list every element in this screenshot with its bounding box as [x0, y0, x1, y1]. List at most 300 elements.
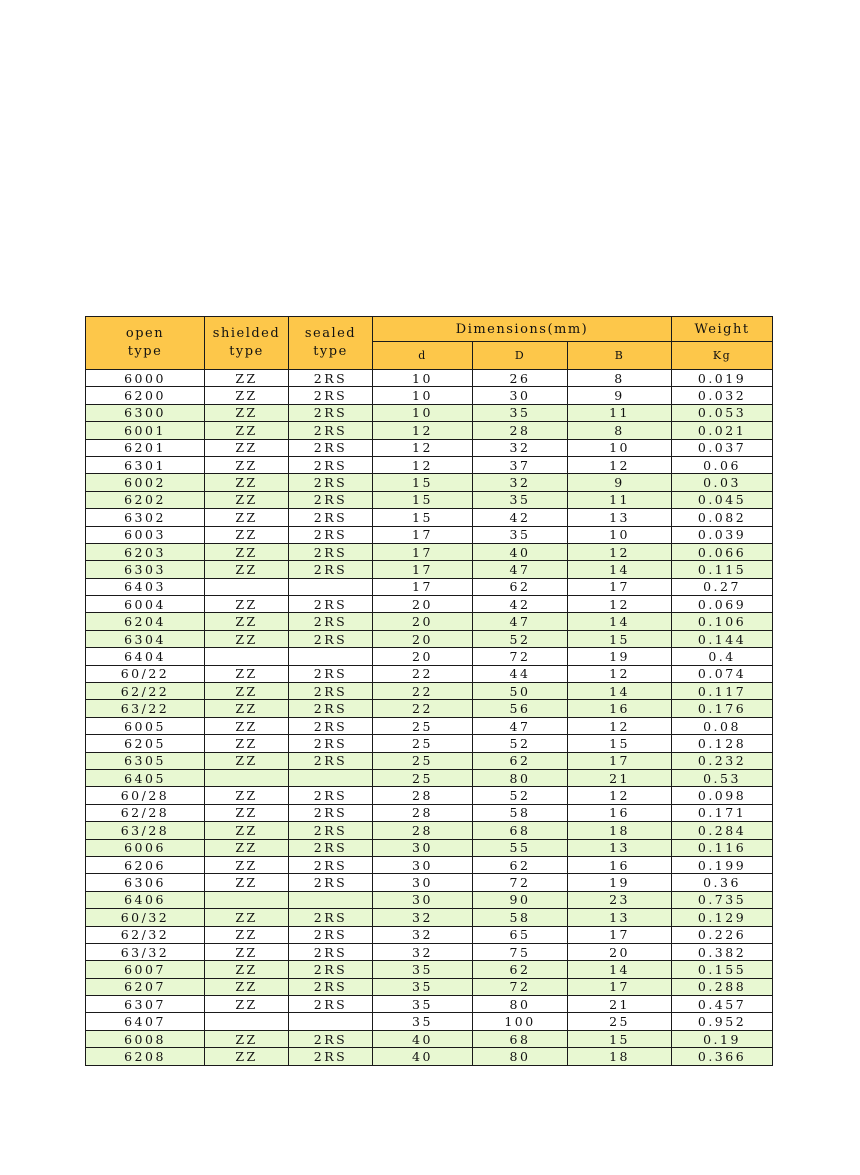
cell-outer-D: 50 — [473, 683, 568, 700]
cell-open-type: 62/28 — [86, 804, 205, 821]
cell-sealed-type: 2RS — [289, 822, 373, 839]
cell-shielded-type: ZZ — [205, 752, 289, 769]
cell-bore-d: 17 — [373, 526, 473, 543]
cell-width-B: 12 — [568, 787, 672, 804]
cell-outer-D: 47 — [473, 613, 568, 630]
table-row — [86, 683, 773, 700]
cell-sealed-type: 2RS — [289, 474, 373, 491]
cell-open-type: 6205 — [86, 735, 205, 752]
cell-weight: 0.066 — [672, 543, 773, 560]
header-shielded-line1: shielded — [212, 326, 281, 341]
table-row — [86, 404, 773, 421]
cell-outer-D: 35 — [473, 404, 568, 421]
cell-sealed-type: 2RS — [289, 943, 373, 960]
cell-weight: 0.382 — [672, 943, 773, 960]
cell-bore-d: 35 — [373, 996, 473, 1013]
cell-open-type: 6007 — [86, 961, 205, 978]
header-sealed-line1: sealed — [304, 326, 357, 341]
cell-width-B: 13 — [568, 909, 672, 926]
header-d: d — [373, 342, 473, 370]
cell-outer-D: 62 — [473, 856, 568, 873]
cell-shielded-type: ZZ — [205, 735, 289, 752]
table-row — [86, 474, 773, 491]
header-shielded-type — [205, 317, 289, 370]
cell-sealed-type: 2RS — [289, 561, 373, 578]
cell-open-type: 6406 — [86, 891, 205, 908]
cell-weight: 0.53 — [672, 769, 773, 786]
cell-weight: 0.03 — [672, 474, 773, 491]
cell-width-B: 19 — [568, 874, 672, 891]
cell-bore-d: 12 — [373, 439, 473, 456]
cell-open-type: 6208 — [86, 1048, 205, 1065]
cell-open-type: 6303 — [86, 561, 205, 578]
cell-weight: 0.074 — [672, 665, 773, 682]
table-row — [86, 891, 773, 908]
cell-outer-D: 62 — [473, 961, 568, 978]
cell-weight: 0.176 — [672, 700, 773, 717]
cell-width-B: 17 — [568, 578, 672, 595]
cell-sealed-type: 2RS — [289, 752, 373, 769]
table-row — [86, 439, 773, 456]
cell-sealed-type: 2RS — [289, 526, 373, 543]
cell-outer-D: 72 — [473, 874, 568, 891]
cell-open-type: 6002 — [86, 474, 205, 491]
cell-weight: 0.08 — [672, 717, 773, 734]
cell-width-B: 18 — [568, 1048, 672, 1065]
cell-shielded-type: ZZ — [205, 1048, 289, 1065]
cell-weight: 0.117 — [672, 683, 773, 700]
cell-bore-d: 25 — [373, 752, 473, 769]
cell-width-B: 14 — [568, 561, 672, 578]
cell-sealed-type: 2RS — [289, 387, 373, 404]
table-row — [86, 839, 773, 856]
cell-shielded-type — [205, 578, 289, 595]
cell-bore-d: 15 — [373, 491, 473, 508]
cell-open-type: 63/28 — [86, 822, 205, 839]
cell-weight: 0.4 — [672, 648, 773, 665]
header-sealed-type — [289, 317, 373, 370]
cell-bore-d: 20 — [373, 648, 473, 665]
cell-open-type: 6006 — [86, 839, 205, 856]
cell-weight: 0.128 — [672, 735, 773, 752]
cell-outer-D: 56 — [473, 700, 568, 717]
cell-shielded-type: ZZ — [205, 526, 289, 543]
cell-width-B: 15 — [568, 630, 672, 647]
table-row — [86, 456, 773, 473]
cell-weight: 0.144 — [672, 630, 773, 647]
cell-open-type: 6304 — [86, 630, 205, 647]
header-shielded-line2: type — [229, 344, 264, 359]
cell-shielded-type: ZZ — [205, 961, 289, 978]
cell-open-type: 63/22 — [86, 700, 205, 717]
cell-sealed-type: 2RS — [289, 961, 373, 978]
table-row — [86, 578, 773, 595]
cell-weight: 0.045 — [672, 491, 773, 508]
cell-shielded-type: ZZ — [205, 474, 289, 491]
table-row — [86, 613, 773, 630]
cell-outer-D: 47 — [473, 717, 568, 734]
cell-shielded-type: ZZ — [205, 683, 289, 700]
cell-sealed-type: 2RS — [289, 630, 373, 647]
header-weight: Weight — [672, 317, 773, 342]
cell-open-type: 62/22 — [86, 683, 205, 700]
cell-outer-D: 72 — [473, 978, 568, 995]
cell-weight: 0.129 — [672, 909, 773, 926]
cell-width-B: 19 — [568, 648, 672, 665]
cell-shielded-type: ZZ — [205, 978, 289, 995]
cell-sealed-type: 2RS — [289, 665, 373, 682]
table-row — [86, 961, 773, 978]
cell-outer-D: 52 — [473, 630, 568, 647]
cell-shielded-type: ZZ — [205, 943, 289, 960]
cell-weight: 0.171 — [672, 804, 773, 821]
cell-open-type: 6403 — [86, 578, 205, 595]
table-row — [86, 926, 773, 943]
cell-sealed-type: 2RS — [289, 613, 373, 630]
cell-shielded-type: ZZ — [205, 822, 289, 839]
cell-bore-d: 40 — [373, 1048, 473, 1065]
cell-shielded-type: ZZ — [205, 665, 289, 682]
cell-width-B: 15 — [568, 735, 672, 752]
table-row — [86, 856, 773, 873]
cell-width-B: 13 — [568, 509, 672, 526]
cell-weight: 0.115 — [672, 561, 773, 578]
cell-sealed-type: 2RS — [289, 1030, 373, 1047]
cell-open-type: 6206 — [86, 856, 205, 873]
cell-width-B: 10 — [568, 526, 672, 543]
table-row — [86, 874, 773, 891]
table-row — [86, 422, 773, 439]
cell-sealed-type: 2RS — [289, 596, 373, 613]
cell-sealed-type: 2RS — [289, 439, 373, 456]
cell-outer-D: 68 — [473, 1030, 568, 1047]
cell-outer-D: 47 — [473, 561, 568, 578]
cell-bore-d: 35 — [373, 978, 473, 995]
cell-open-type: 6201 — [86, 439, 205, 456]
cell-shielded-type: ZZ — [205, 996, 289, 1013]
cell-outer-D: 80 — [473, 769, 568, 786]
cell-weight: 0.226 — [672, 926, 773, 943]
cell-bore-d: 35 — [373, 961, 473, 978]
cell-bore-d: 30 — [373, 891, 473, 908]
cell-width-B: 9 — [568, 387, 672, 404]
cell-weight: 0.199 — [672, 856, 773, 873]
cell-sealed-type: 2RS — [289, 700, 373, 717]
cell-width-B: 14 — [568, 613, 672, 630]
bearing-spec-table — [85, 316, 773, 1066]
table-row — [86, 665, 773, 682]
cell-width-B: 15 — [568, 1030, 672, 1047]
cell-sealed-type: 2RS — [289, 909, 373, 926]
cell-sealed-type: 2RS — [289, 856, 373, 873]
cell-bore-d: 28 — [373, 804, 473, 821]
cell-outer-D: 58 — [473, 909, 568, 926]
cell-sealed-type: 2RS — [289, 456, 373, 473]
cell-outer-D: 62 — [473, 752, 568, 769]
cell-width-B: 8 — [568, 422, 672, 439]
cell-weight: 0.053 — [672, 404, 773, 421]
cell-shielded-type — [205, 648, 289, 665]
header-B: B — [568, 342, 672, 370]
cell-shielded-type: ZZ — [205, 439, 289, 456]
cell-sealed-type: 2RS — [289, 735, 373, 752]
table-row — [86, 700, 773, 717]
cell-bore-d: 17 — [373, 543, 473, 560]
cell-bore-d: 12 — [373, 422, 473, 439]
cell-outer-D: 32 — [473, 439, 568, 456]
cell-weight: 0.366 — [672, 1048, 773, 1065]
cell-outer-D: 58 — [473, 804, 568, 821]
cell-shielded-type: ZZ — [205, 787, 289, 804]
cell-weight: 0.232 — [672, 752, 773, 769]
cell-bore-d: 32 — [373, 926, 473, 943]
cell-weight: 0.021 — [672, 422, 773, 439]
cell-outer-D: 65 — [473, 926, 568, 943]
cell-shielded-type: ZZ — [205, 404, 289, 421]
cell-sealed-type — [289, 769, 373, 786]
cell-width-B: 20 — [568, 943, 672, 960]
table-row — [86, 804, 773, 821]
cell-bore-d: 15 — [373, 509, 473, 526]
table-row — [86, 630, 773, 647]
cell-outer-D: 72 — [473, 648, 568, 665]
cell-outer-D: 30 — [473, 387, 568, 404]
cell-open-type: 6407 — [86, 1013, 205, 1030]
cell-width-B: 17 — [568, 978, 672, 995]
header-open-line2: type — [127, 344, 163, 359]
cell-bore-d: 35 — [373, 1013, 473, 1030]
table-row — [86, 596, 773, 613]
cell-outer-D: 26 — [473, 370, 568, 387]
header-open-type — [86, 317, 205, 370]
cell-weight: 0.36 — [672, 874, 773, 891]
cell-open-type: 60/28 — [86, 787, 205, 804]
cell-sealed-type: 2RS — [289, 978, 373, 995]
cell-width-B: 17 — [568, 926, 672, 943]
cell-open-type: 6202 — [86, 491, 205, 508]
cell-outer-D: 40 — [473, 543, 568, 560]
cell-outer-D: 42 — [473, 596, 568, 613]
cell-weight: 0.069 — [672, 596, 773, 613]
cell-shielded-type: ZZ — [205, 630, 289, 647]
cell-weight: 0.155 — [672, 961, 773, 978]
cell-weight: 0.288 — [672, 978, 773, 995]
table-row — [86, 717, 773, 734]
cell-open-type: 60/22 — [86, 665, 205, 682]
cell-bore-d: 30 — [373, 839, 473, 856]
cell-sealed-type: 2RS — [289, 804, 373, 821]
cell-weight: 0.06 — [672, 456, 773, 473]
table-row — [86, 996, 773, 1013]
cell-width-B: 16 — [568, 700, 672, 717]
cell-open-type: 6305 — [86, 752, 205, 769]
header-sealed-line2: type — [313, 344, 348, 359]
header-dimensions: Dimensions(mm) — [373, 317, 672, 342]
cell-shielded-type: ZZ — [205, 856, 289, 873]
cell-bore-d: 10 — [373, 404, 473, 421]
cell-open-type: 6008 — [86, 1030, 205, 1047]
cell-weight: 0.27 — [672, 578, 773, 595]
cell-bore-d: 25 — [373, 769, 473, 786]
cell-open-type: 60/32 — [86, 909, 205, 926]
cell-outer-D: 52 — [473, 735, 568, 752]
cell-width-B: 13 — [568, 839, 672, 856]
cell-width-B: 16 — [568, 804, 672, 821]
cell-sealed-type: 2RS — [289, 404, 373, 421]
cell-width-B: 10 — [568, 439, 672, 456]
cell-bore-d: 22 — [373, 700, 473, 717]
table-row — [86, 648, 773, 665]
cell-open-type: 6004 — [86, 596, 205, 613]
cell-width-B: 12 — [568, 717, 672, 734]
table-row — [86, 387, 773, 404]
cell-outer-D: 100 — [473, 1013, 568, 1030]
cell-width-B: 12 — [568, 456, 672, 473]
table-row — [86, 526, 773, 543]
table-row — [86, 1048, 773, 1065]
cell-shielded-type — [205, 891, 289, 908]
cell-weight: 0.19 — [672, 1030, 773, 1047]
cell-weight: 0.019 — [672, 370, 773, 387]
cell-shielded-type: ZZ — [205, 422, 289, 439]
table-row — [86, 978, 773, 995]
cell-bore-d: 10 — [373, 387, 473, 404]
cell-sealed-type — [289, 1013, 373, 1030]
cell-width-B: 12 — [568, 665, 672, 682]
cell-open-type: 6200 — [86, 387, 205, 404]
table-row — [86, 509, 773, 526]
cell-sealed-type: 2RS — [289, 543, 373, 560]
cell-outer-D: 35 — [473, 526, 568, 543]
cell-open-type: 6003 — [86, 526, 205, 543]
cell-outer-D: 90 — [473, 891, 568, 908]
cell-weight: 0.037 — [672, 439, 773, 456]
cell-shielded-type: ZZ — [205, 543, 289, 560]
cell-bore-d: 25 — [373, 735, 473, 752]
cell-outer-D: 32 — [473, 474, 568, 491]
cell-bore-d: 15 — [373, 474, 473, 491]
cell-open-type: 62/32 — [86, 926, 205, 943]
cell-shielded-type: ZZ — [205, 613, 289, 630]
cell-open-type: 63/32 — [86, 943, 205, 960]
cell-sealed-type: 2RS — [289, 422, 373, 439]
cell-outer-D: 55 — [473, 839, 568, 856]
table-body — [86, 370, 773, 1066]
table-row — [86, 1013, 773, 1030]
cell-shielded-type: ZZ — [205, 700, 289, 717]
cell-width-B: 11 — [568, 404, 672, 421]
cell-bore-d: 10 — [373, 370, 473, 387]
table-row — [86, 543, 773, 560]
cell-bore-d: 22 — [373, 683, 473, 700]
cell-bore-d: 28 — [373, 822, 473, 839]
table-row — [86, 491, 773, 508]
cell-shielded-type: ZZ — [205, 1030, 289, 1047]
cell-outer-D: 42 — [473, 509, 568, 526]
cell-width-B: 12 — [568, 596, 672, 613]
cell-outer-D: 75 — [473, 943, 568, 960]
cell-shielded-type: ZZ — [205, 456, 289, 473]
cell-sealed-type: 2RS — [289, 717, 373, 734]
cell-weight: 0.082 — [672, 509, 773, 526]
cell-width-B: 14 — [568, 683, 672, 700]
cell-outer-D: 68 — [473, 822, 568, 839]
cell-open-type: 6301 — [86, 456, 205, 473]
cell-shielded-type — [205, 769, 289, 786]
cell-shielded-type: ZZ — [205, 491, 289, 508]
cell-sealed-type: 2RS — [289, 787, 373, 804]
table-row — [86, 561, 773, 578]
cell-sealed-type: 2RS — [289, 996, 373, 1013]
cell-width-B: 18 — [568, 822, 672, 839]
cell-sealed-type — [289, 648, 373, 665]
cell-bore-d: 17 — [373, 561, 473, 578]
cell-width-B: 14 — [568, 961, 672, 978]
cell-width-B: 17 — [568, 752, 672, 769]
cell-outer-D: 44 — [473, 665, 568, 682]
cell-open-type: 6203 — [86, 543, 205, 560]
cell-weight: 0.284 — [672, 822, 773, 839]
cell-shielded-type: ZZ — [205, 596, 289, 613]
cell-width-B: 9 — [568, 474, 672, 491]
cell-width-B: 8 — [568, 370, 672, 387]
cell-width-B: 12 — [568, 543, 672, 560]
cell-weight: 0.098 — [672, 787, 773, 804]
cell-sealed-type: 2RS — [289, 370, 373, 387]
cell-bore-d: 30 — [373, 874, 473, 891]
cell-shielded-type — [205, 1013, 289, 1030]
cell-open-type: 6207 — [86, 978, 205, 995]
cell-sealed-type: 2RS — [289, 509, 373, 526]
table-row — [86, 752, 773, 769]
cell-bore-d: 22 — [373, 665, 473, 682]
cell-sealed-type — [289, 891, 373, 908]
table-row — [86, 943, 773, 960]
header-open-line1: open — [125, 326, 165, 341]
cell-open-type: 6302 — [86, 509, 205, 526]
cell-sealed-type: 2RS — [289, 1048, 373, 1065]
cell-bore-d: 40 — [373, 1030, 473, 1047]
cell-open-type: 6204 — [86, 613, 205, 630]
cell-weight: 0.116 — [672, 839, 773, 856]
cell-bore-d: 30 — [373, 856, 473, 873]
cell-open-type: 6405 — [86, 769, 205, 786]
cell-shielded-type: ZZ — [205, 717, 289, 734]
cell-shielded-type: ZZ — [205, 509, 289, 526]
cell-outer-D: 28 — [473, 422, 568, 439]
cell-open-type: 6000 — [86, 370, 205, 387]
cell-width-B: 11 — [568, 491, 672, 508]
cell-bore-d: 25 — [373, 717, 473, 734]
cell-shielded-type: ZZ — [205, 561, 289, 578]
cell-open-type: 6300 — [86, 404, 205, 421]
cell-sealed-type: 2RS — [289, 926, 373, 943]
cell-shielded-type: ZZ — [205, 370, 289, 387]
cell-shielded-type: ZZ — [205, 839, 289, 856]
cell-bore-d: 28 — [373, 787, 473, 804]
cell-shielded-type: ZZ — [205, 909, 289, 926]
cell-outer-D: 52 — [473, 787, 568, 804]
cell-bore-d: 32 — [373, 909, 473, 926]
table-row — [86, 735, 773, 752]
cell-outer-D: 80 — [473, 996, 568, 1013]
cell-outer-D: 62 — [473, 578, 568, 595]
cell-sealed-type: 2RS — [289, 874, 373, 891]
cell-bore-d: 20 — [373, 596, 473, 613]
cell-open-type: 6307 — [86, 996, 205, 1013]
cell-open-type: 6306 — [86, 874, 205, 891]
table-header — [86, 317, 773, 370]
